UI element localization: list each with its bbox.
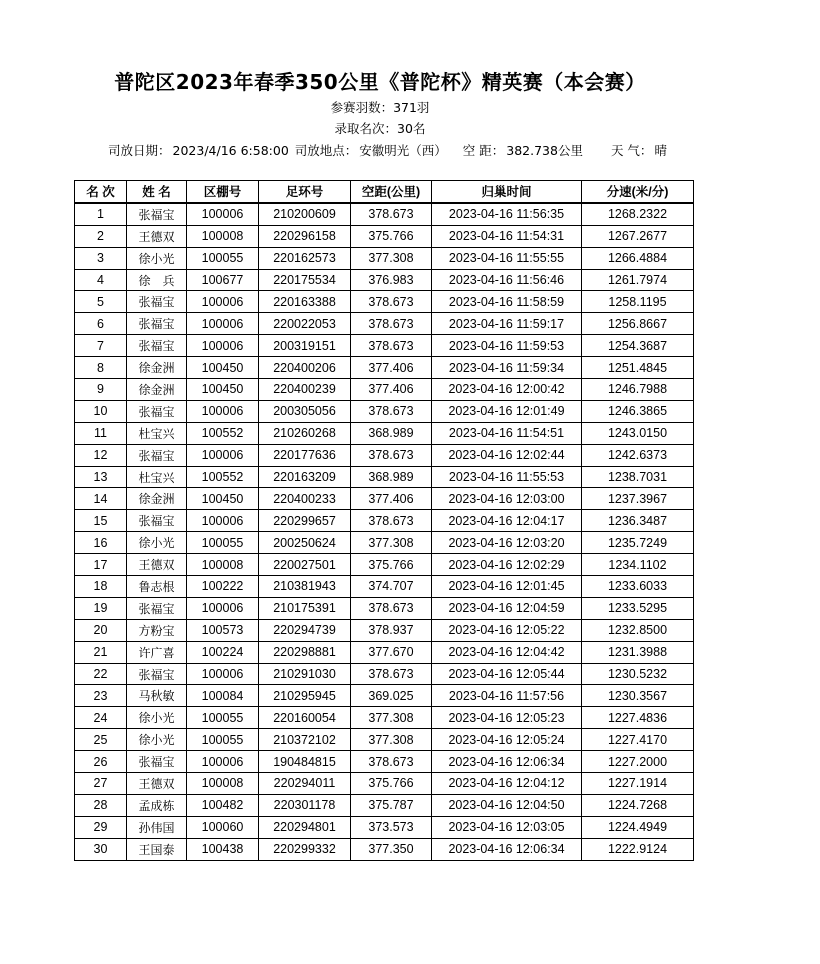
column-header-rank: 名 次 [75, 181, 127, 203]
table-row [75, 816, 694, 838]
column-header-loft: 区棚号 [187, 181, 259, 203]
cell-loft: 100552 [187, 466, 259, 488]
table-row [75, 663, 694, 685]
cell-arrival-time: 2023-04-16 12:02:44 [432, 444, 582, 466]
cell-speed: 1231.3988 [582, 641, 694, 663]
table-row [75, 488, 694, 510]
cell-speed: 1246.7988 [582, 379, 694, 401]
cell-loft: 100006 [187, 313, 259, 335]
cell-speed: 1232.8500 [582, 619, 694, 641]
cell-name: 王德双 [127, 225, 187, 247]
cell-distance: 376.983 [351, 269, 432, 291]
cell-loft: 100055 [187, 707, 259, 729]
release-date-value: 2023/4/16 6:58:00 [172, 143, 289, 158]
cell-distance: 375.766 [351, 225, 432, 247]
cell-ring: 220163209 [259, 466, 351, 488]
table-row [75, 466, 694, 488]
cell-speed: 1267.2677 [582, 225, 694, 247]
cell-loft: 100222 [187, 576, 259, 598]
cell-arrival-time: 2023-04-16 12:03:20 [432, 532, 582, 554]
cell-ring: 210372102 [259, 729, 351, 751]
release-info [108, 141, 669, 159]
cell-arrival-time: 2023-04-16 12:06:34 [432, 838, 582, 860]
cell-ring: 220163388 [259, 291, 351, 313]
cell-ring: 210200609 [259, 203, 351, 225]
cell-rank: 30 [75, 838, 127, 860]
column-header-name: 姓 名 [127, 181, 187, 203]
table-row [75, 773, 694, 795]
cell-name: 孟成栋 [127, 794, 187, 816]
cell-rank: 13 [75, 466, 127, 488]
cell-arrival-time: 2023-04-16 11:59:17 [432, 313, 582, 335]
cell-name: 孙伟国 [127, 816, 187, 838]
cell-arrival-time: 2023-04-16 11:57:56 [432, 685, 582, 707]
cell-name: 徐小光 [127, 247, 187, 269]
cell-arrival-time: 2023-04-16 12:04:42 [432, 641, 582, 663]
cell-arrival-time: 2023-04-16 12:05:22 [432, 619, 582, 641]
cell-ring: 190484815 [259, 751, 351, 773]
cell-name: 徐金洲 [127, 357, 187, 379]
cell-rank: 15 [75, 510, 127, 532]
release-place-label: 司放地点： [294, 143, 358, 158]
cell-loft: 100450 [187, 379, 259, 401]
results-table [74, 180, 694, 861]
cell-rank: 10 [75, 400, 127, 422]
table-row [75, 203, 694, 225]
cell-arrival-time: 2023-04-16 12:05:44 [432, 663, 582, 685]
table-row [75, 444, 694, 466]
cell-loft: 100055 [187, 532, 259, 554]
cell-name: 徐小光 [127, 707, 187, 729]
cell-loft: 100006 [187, 510, 259, 532]
cell-distance: 377.670 [351, 641, 432, 663]
cell-ring: 210295945 [259, 685, 351, 707]
cell-ring: 220294739 [259, 619, 351, 641]
cell-distance: 378.673 [351, 597, 432, 619]
cell-name: 张福宝 [127, 444, 187, 466]
weather-value: 晴 [654, 143, 667, 158]
cell-speed: 1233.5295 [582, 597, 694, 619]
table-row [75, 422, 694, 444]
cell-rank: 29 [75, 816, 127, 838]
weather-label: 天 气： [610, 143, 653, 158]
cell-ring: 210291030 [259, 663, 351, 685]
release-place-value: 安徽明光（西） [359, 143, 447, 158]
table-row [75, 269, 694, 291]
table-row [75, 597, 694, 619]
table-row [75, 794, 694, 816]
cell-arrival-time: 2023-04-16 12:04:12 [432, 773, 582, 795]
cell-speed: 1243.0150 [582, 422, 694, 444]
cell-speed: 1237.3967 [582, 488, 694, 510]
cell-name: 许广喜 [127, 641, 187, 663]
cell-arrival-time: 2023-04-16 12:03:05 [432, 816, 582, 838]
cell-loft: 100573 [187, 619, 259, 641]
cell-ring: 220175534 [259, 269, 351, 291]
cell-rank: 8 [75, 357, 127, 379]
cell-arrival-time: 2023-04-16 12:06:34 [432, 751, 582, 773]
cell-rank: 11 [75, 422, 127, 444]
cell-loft: 100438 [187, 838, 259, 860]
cell-loft: 100552 [187, 422, 259, 444]
cell-rank: 12 [75, 444, 127, 466]
cell-ring: 220299657 [259, 510, 351, 532]
cell-loft: 100006 [187, 400, 259, 422]
cell-name: 张福宝 [127, 597, 187, 619]
cell-distance: 374.707 [351, 576, 432, 598]
page-title: 普陀区2023年春季350公里《普陀杯》精英赛（本会赛） [114, 70, 646, 94]
cell-arrival-time: 2023-04-16 11:59:34 [432, 357, 582, 379]
table-row [75, 357, 694, 379]
cell-speed: 1224.4949 [582, 816, 694, 838]
cell-distance: 378.673 [351, 313, 432, 335]
cell-arrival-time: 2023-04-16 11:56:35 [432, 203, 582, 225]
cell-name: 王德双 [127, 554, 187, 576]
cell-loft: 100006 [187, 335, 259, 357]
cell-arrival-time: 2023-04-16 11:54:31 [432, 225, 582, 247]
column-header-speed: 分速(米/分) [582, 181, 694, 203]
cell-ring: 220294801 [259, 816, 351, 838]
table-row [75, 532, 694, 554]
table-row [75, 576, 694, 598]
cell-distance: 378.673 [351, 203, 432, 225]
table-row [75, 751, 694, 773]
cell-ring: 220400206 [259, 357, 351, 379]
cell-name: 张福宝 [127, 400, 187, 422]
cell-rank: 17 [75, 554, 127, 576]
cell-rank: 20 [75, 619, 127, 641]
cell-ring: 220400239 [259, 379, 351, 401]
cell-name: 张福宝 [127, 203, 187, 225]
distance-value: 382.738公里 [506, 143, 583, 158]
cell-rank: 5 [75, 291, 127, 313]
cell-arrival-time: 2023-04-16 11:54:51 [432, 422, 582, 444]
cell-ring: 200319151 [259, 335, 351, 357]
cell-loft: 100008 [187, 225, 259, 247]
cell-speed: 1266.4884 [582, 247, 694, 269]
cell-distance: 375.787 [351, 794, 432, 816]
table-row [75, 554, 694, 576]
cell-loft: 100060 [187, 816, 259, 838]
column-header-distance: 空距(公里) [351, 181, 432, 203]
cell-speed: 1224.7268 [582, 794, 694, 816]
release-date-label: 司放日期： [108, 143, 171, 158]
cell-distance: 377.308 [351, 707, 432, 729]
cell-loft: 100008 [187, 773, 259, 795]
cell-distance: 378.673 [351, 663, 432, 685]
cell-rank: 23 [75, 685, 127, 707]
cell-name: 张福宝 [127, 663, 187, 685]
table-row [75, 641, 694, 663]
cell-speed: 1268.2322 [582, 203, 694, 225]
table-row [75, 335, 694, 357]
cell-arrival-time: 2023-04-16 12:04:50 [432, 794, 582, 816]
cell-speed: 1230.5232 [582, 663, 694, 685]
cell-rank: 27 [75, 773, 127, 795]
cell-name: 徐金洲 [127, 379, 187, 401]
cell-name: 杜宝兴 [127, 422, 187, 444]
table-row [75, 313, 694, 335]
cell-rank: 22 [75, 663, 127, 685]
cell-loft: 100055 [187, 729, 259, 751]
placements-count: 录取名次：30名 [334, 121, 426, 136]
cell-name: 鲁志根 [127, 576, 187, 598]
cell-speed: 1227.4170 [582, 729, 694, 751]
cell-distance: 378.673 [351, 510, 432, 532]
cell-ring: 220299332 [259, 838, 351, 860]
table-row [75, 685, 694, 707]
cell-speed: 1227.2000 [582, 751, 694, 773]
cell-speed: 1246.3865 [582, 400, 694, 422]
cell-speed: 1238.7031 [582, 466, 694, 488]
cell-distance: 375.766 [351, 773, 432, 795]
table-row [75, 729, 694, 751]
cell-distance: 375.766 [351, 554, 432, 576]
cell-distance: 368.989 [351, 422, 432, 444]
cell-distance: 377.406 [351, 357, 432, 379]
cell-arrival-time: 2023-04-16 11:56:46 [432, 269, 582, 291]
cell-ring: 210381943 [259, 576, 351, 598]
cell-arrival-time: 2023-04-16 12:05:24 [432, 729, 582, 751]
cell-speed: 1258.1195 [582, 291, 694, 313]
table-row [75, 838, 694, 860]
cell-rank: 9 [75, 379, 127, 401]
cell-rank: 4 [75, 269, 127, 291]
cell-speed: 1256.8667 [582, 313, 694, 335]
cell-arrival-time: 2023-04-16 12:00:42 [432, 379, 582, 401]
cell-rank: 14 [75, 488, 127, 510]
cell-name: 徐小光 [127, 532, 187, 554]
cell-name: 徐 兵 [127, 269, 187, 291]
cell-distance: 378.673 [351, 335, 432, 357]
cell-speed: 1242.6373 [582, 444, 694, 466]
cell-loft: 100006 [187, 291, 259, 313]
cell-distance: 378.673 [351, 400, 432, 422]
cell-name: 徐金洲 [127, 488, 187, 510]
cell-distance: 378.673 [351, 751, 432, 773]
cell-rank: 26 [75, 751, 127, 773]
cell-rank: 1 [75, 203, 127, 225]
cell-loft: 100450 [187, 488, 259, 510]
cell-ring: 220301178 [259, 794, 351, 816]
cell-speed: 1254.3687 [582, 335, 694, 357]
cell-arrival-time: 2023-04-16 11:55:53 [432, 466, 582, 488]
cell-ring: 210260268 [259, 422, 351, 444]
cell-rank: 25 [75, 729, 127, 751]
cell-rank: 7 [75, 335, 127, 357]
cell-arrival-time: 2023-04-16 11:58:59 [432, 291, 582, 313]
cell-name: 徐小光 [127, 729, 187, 751]
cell-distance: 377.406 [351, 488, 432, 510]
cell-arrival-time: 2023-04-16 12:04:59 [432, 597, 582, 619]
cell-loft: 100482 [187, 794, 259, 816]
cell-loft: 100224 [187, 641, 259, 663]
cell-ring: 220298881 [259, 641, 351, 663]
cell-name: 杜宝兴 [127, 466, 187, 488]
table-row [75, 707, 694, 729]
cell-loft: 100006 [187, 203, 259, 225]
cell-arrival-time: 2023-04-16 12:02:29 [432, 554, 582, 576]
cell-ring: 220162573 [259, 247, 351, 269]
cell-name: 王德双 [127, 773, 187, 795]
table-row [75, 225, 694, 247]
cell-loft: 100450 [187, 357, 259, 379]
cell-loft: 100055 [187, 247, 259, 269]
column-header-arrival-time: 归巢时间 [432, 181, 582, 203]
cell-rank: 18 [75, 576, 127, 598]
cell-ring: 200250624 [259, 532, 351, 554]
cell-name: 马秋敏 [127, 685, 187, 707]
cell-speed: 1234.1102 [582, 554, 694, 576]
cell-distance: 377.350 [351, 838, 432, 860]
cell-name: 张福宝 [127, 291, 187, 313]
cell-loft: 100006 [187, 597, 259, 619]
cell-speed: 1227.4836 [582, 707, 694, 729]
cell-speed: 1233.6033 [582, 576, 694, 598]
cell-speed: 1222.9124 [582, 838, 694, 860]
cell-arrival-time: 2023-04-16 12:05:23 [432, 707, 582, 729]
cell-speed: 1251.4845 [582, 357, 694, 379]
cell-ring: 220177636 [259, 444, 351, 466]
cell-distance: 377.308 [351, 729, 432, 751]
cell-speed: 1236.3487 [582, 510, 694, 532]
cell-ring: 200305056 [259, 400, 351, 422]
cell-ring: 210175391 [259, 597, 351, 619]
table-row [75, 247, 694, 269]
cell-ring: 220022053 [259, 313, 351, 335]
cell-ring: 220027501 [259, 554, 351, 576]
cell-speed: 1235.7249 [582, 532, 694, 554]
cell-rank: 21 [75, 641, 127, 663]
cell-arrival-time: 2023-04-16 11:59:53 [432, 335, 582, 357]
cell-speed: 1261.7974 [582, 269, 694, 291]
cell-rank: 3 [75, 247, 127, 269]
column-header-ring: 足环号 [259, 181, 351, 203]
cell-arrival-time: 2023-04-16 11:55:55 [432, 247, 582, 269]
cell-ring: 220400233 [259, 488, 351, 510]
cell-arrival-time: 2023-04-16 12:04:17 [432, 510, 582, 532]
cell-name: 张福宝 [127, 510, 187, 532]
table-row [75, 291, 694, 313]
cell-rank: 24 [75, 707, 127, 729]
participants-count: 参赛羽数：371羽 [330, 100, 430, 115]
cell-distance: 377.308 [351, 247, 432, 269]
cell-distance: 378.673 [351, 444, 432, 466]
results-body [75, 203, 694, 860]
cell-ring: 220160054 [259, 707, 351, 729]
cell-loft: 100008 [187, 554, 259, 576]
cell-rank: 6 [75, 313, 127, 335]
table-row [75, 379, 694, 401]
cell-rank: 19 [75, 597, 127, 619]
cell-name: 张福宝 [127, 751, 187, 773]
cell-ring: 220296158 [259, 225, 351, 247]
cell-loft: 100006 [187, 751, 259, 773]
cell-name: 张福宝 [127, 313, 187, 335]
cell-rank: 2 [75, 225, 127, 247]
cell-distance: 378.673 [351, 291, 432, 313]
table-row [75, 619, 694, 641]
distance-label: 空 距： [462, 143, 505, 158]
cell-distance: 368.989 [351, 466, 432, 488]
cell-loft: 100084 [187, 685, 259, 707]
cell-distance: 369.025 [351, 685, 432, 707]
cell-distance: 377.406 [351, 379, 432, 401]
cell-name: 张福宝 [127, 335, 187, 357]
cell-distance: 377.308 [351, 532, 432, 554]
cell-ring: 220294011 [259, 773, 351, 795]
cell-distance: 378.937 [351, 619, 432, 641]
cell-arrival-time: 2023-04-16 12:01:49 [432, 400, 582, 422]
cell-arrival-time: 2023-04-16 12:03:00 [432, 488, 582, 510]
table-row [75, 400, 694, 422]
cell-loft: 100677 [187, 269, 259, 291]
cell-arrival-time: 2023-04-16 12:01:45 [432, 576, 582, 598]
cell-loft: 100006 [187, 444, 259, 466]
cell-name: 王国泰 [127, 838, 187, 860]
cell-loft: 100006 [187, 663, 259, 685]
cell-speed: 1227.1914 [582, 773, 694, 795]
cell-distance: 373.573 [351, 816, 432, 838]
table-header-row [75, 181, 694, 203]
cell-rank: 16 [75, 532, 127, 554]
cell-rank: 28 [75, 794, 127, 816]
cell-speed: 1230.3567 [582, 685, 694, 707]
table-row [75, 510, 694, 532]
cell-name: 方粉宝 [127, 619, 187, 641]
